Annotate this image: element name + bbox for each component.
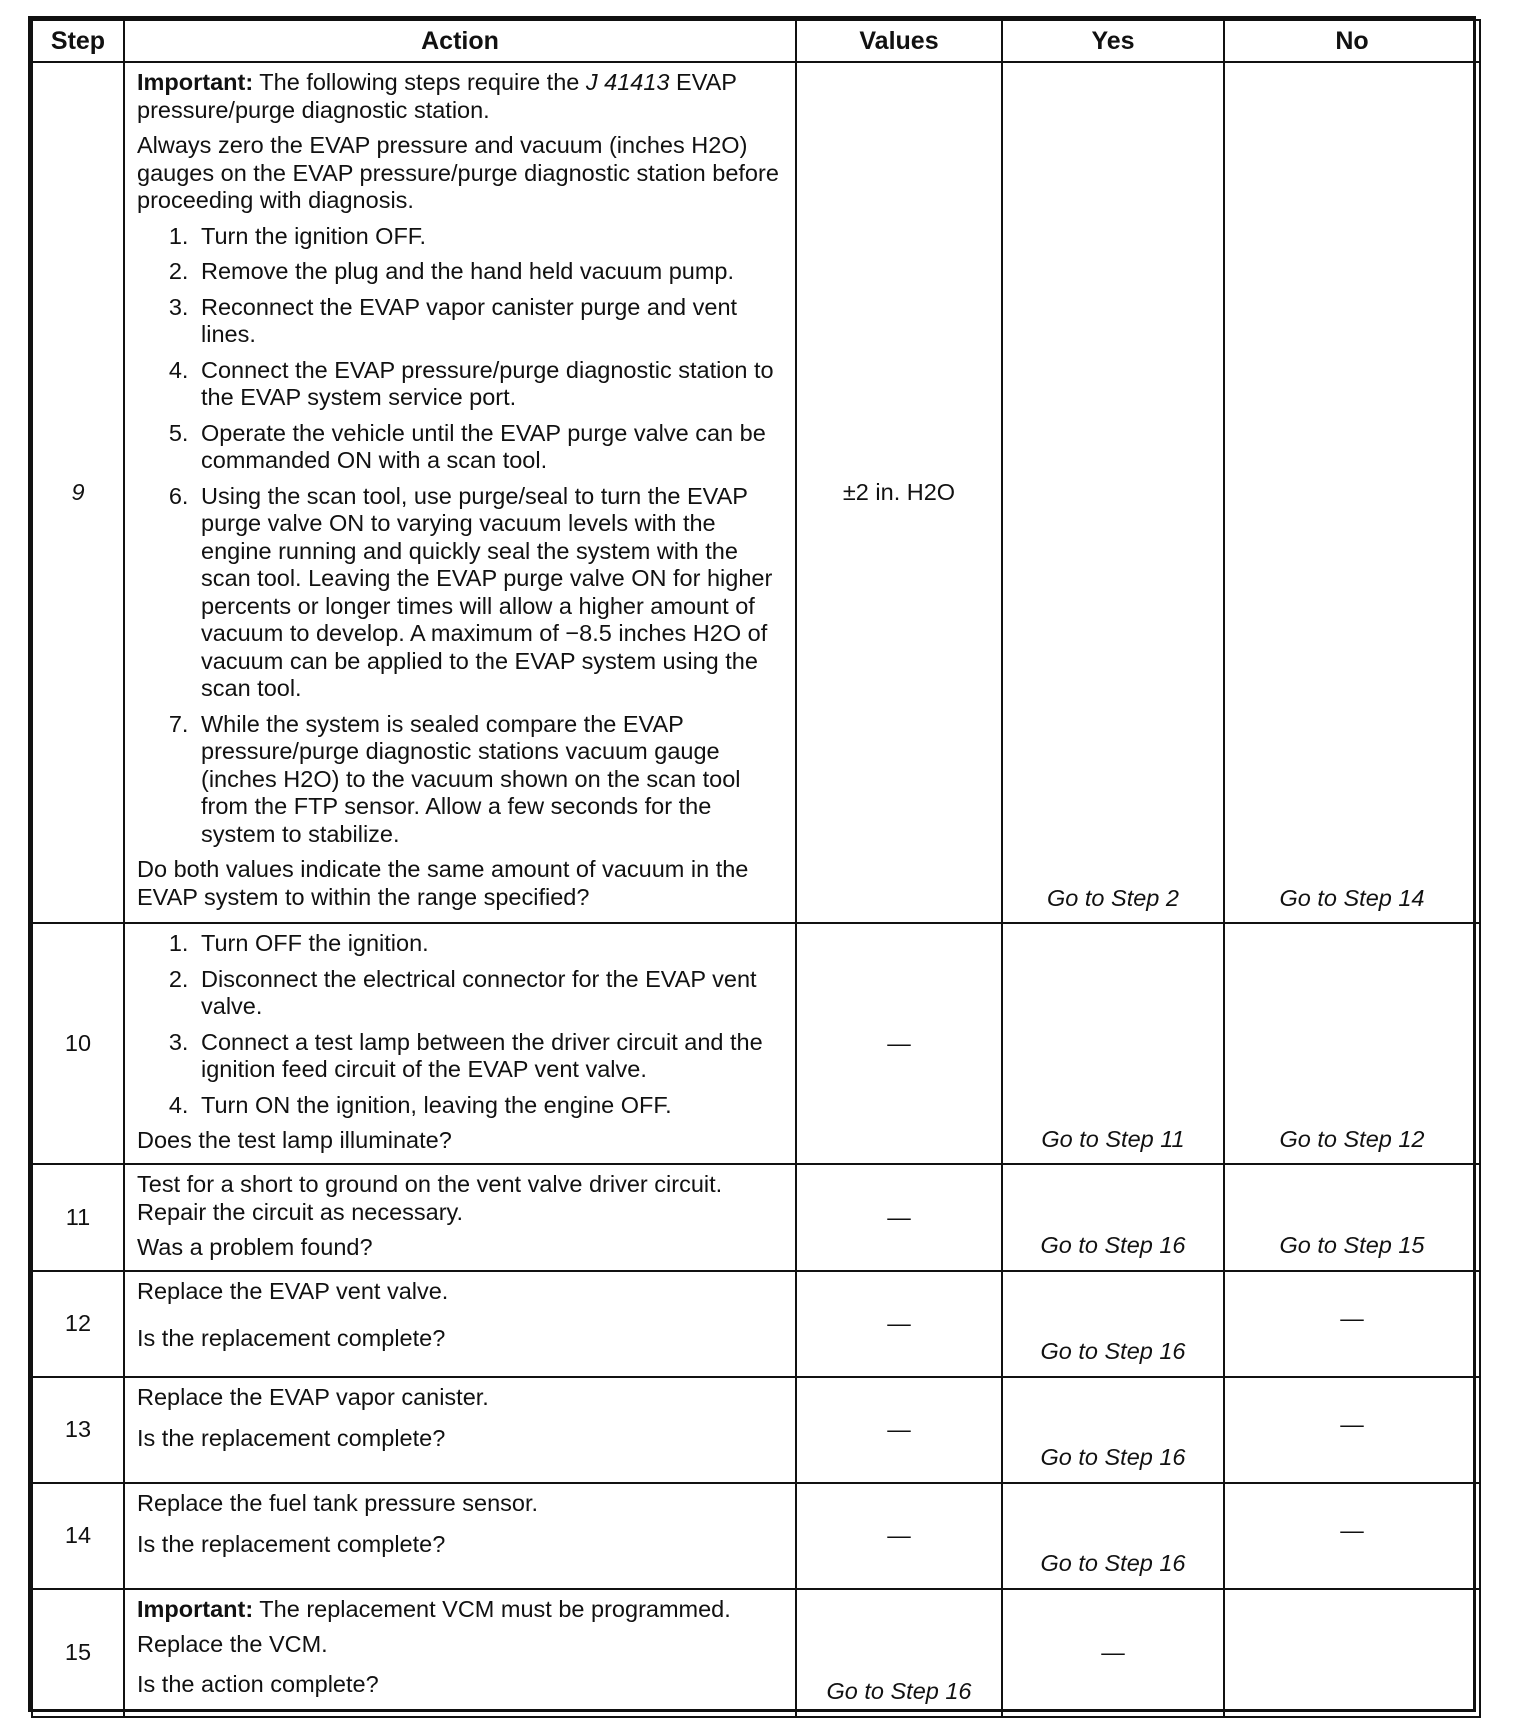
action-cell <box>124 1589 796 1717</box>
tool-number: J 41413 <box>585 69 670 95</box>
yes-cell: Go to Step 11 <box>1002 923 1224 1164</box>
header-row <box>32 20 1480 62</box>
no-cell: Go to Step 15 <box>1224 1164 1480 1271</box>
substep-list <box>137 223 785 849</box>
header-step: Step <box>32 20 124 62</box>
step-number: 14 <box>32 1483 124 1589</box>
substep-list <box>137 930 785 1119</box>
no-cell: — <box>1224 1483 1480 1589</box>
step-number: 10 <box>32 923 124 1164</box>
header-no: No <box>1224 20 1480 62</box>
list-item: 7. While the system is sealed compare the EVAP pressure/purge diagnostic stations vacuum gauge (inches H2O) to the vacuum shown on the scan tool from the FTP sensor. Allow a few seconds for the system to stabilize. <box>195 711 785 849</box>
action-text: Replace the EVAP vapor canister. <box>137 1383 489 1410</box>
header-yes: Yes <box>1002 20 1224 62</box>
important-text: The replacement VCM must be programmed. <box>253 1595 731 1622</box>
action-text: Replace the EVAP vent valve. <box>137 1277 449 1304</box>
no-cell: Go to Step 14 <box>1224 62 1480 923</box>
yes-cell: — <box>1002 1589 1224 1717</box>
question: Is the replacement complete? <box>137 1325 446 1351</box>
list-item: 1. Turn the ignition OFF. <box>195 223 785 251</box>
list-item: 2. Remove the plug and the hand held vacuum pump. <box>195 258 785 286</box>
action-cell <box>124 1164 796 1271</box>
table-row <box>32 1271 1480 1377</box>
table-row <box>32 1164 1480 1271</box>
list-item: 3. Reconnect the EVAP vapor canister purge and vent lines. <box>195 294 785 349</box>
table-row <box>32 1377 1480 1483</box>
important-label: Important: <box>137 1595 254 1622</box>
yes-cell: Go to Step 16 <box>1002 1377 1224 1483</box>
zero-gauges-note: Always zero the EVAP pressure and vacuum (inches H2O) gauges on the EVAP pressure/purge diagnostic station before proceeding with diagnosis. <box>137 132 779 213</box>
no-cell: — <box>1224 1377 1480 1483</box>
table-row <box>32 1483 1480 1589</box>
value-cell: — <box>796 1271 1002 1377</box>
step-number: 9 <box>32 62 124 923</box>
important-note <box>137 1596 785 1624</box>
question: Is the action complete? <box>137 1670 379 1697</box>
action-text: Replace the VCM. <box>137 1631 328 1657</box>
action-cell <box>124 62 796 923</box>
list-item: 1. Turn OFF the ignition. <box>195 930 785 958</box>
no-cell: — <box>1224 1271 1480 1377</box>
yes-cell: Go to Step 16 <box>1002 1164 1224 1271</box>
list-item: 4. Turn ON the ignition, leaving the engine OFF. <box>195 1092 785 1120</box>
yes-cell: Go to Step 16 <box>1002 1271 1224 1377</box>
question: Is the replacement complete? <box>137 1425 446 1451</box>
value-cell: — <box>796 1483 1002 1589</box>
table-row <box>32 923 1480 1164</box>
value-cell: Go to Step 16 <box>796 1589 1002 1717</box>
action-text: Test for a short to ground on the vent valve driver circuit. Repair the circuit as necessary. <box>137 1171 723 1225</box>
table-row <box>32 1589 1480 1717</box>
value-text: ±2 in. H2O <box>842 478 956 505</box>
list-item: 4. Connect the EVAP pressure/purge diagnostic station to the EVAP system service port. <box>195 357 785 412</box>
diagnostic-table-sheet <box>28 16 1476 1712</box>
value-cell <box>796 62 1002 923</box>
question: Does the test lamp illuminate? <box>137 1127 452 1153</box>
list-item: 3. Connect a test lamp between the driver circuit and the ignition feed circuit of the EVAP vent valve. <box>195 1029 785 1084</box>
diagnostic-table <box>31 19 1481 1718</box>
value-cell: — <box>796 1377 1002 1483</box>
action-cell <box>124 923 796 1164</box>
value-cell: — <box>796 923 1002 1164</box>
header-values: Values <box>796 20 1002 62</box>
question: Is the replacement complete? <box>137 1531 446 1557</box>
yes-cell: Go to Step 16 <box>1002 1483 1224 1589</box>
step-number: 13 <box>32 1377 124 1483</box>
action-cell <box>124 1483 796 1589</box>
no-cell: Go to Step 12 <box>1224 923 1480 1164</box>
question: Do both values indicate the same amount of vacuum in the EVAP system to within the range specified? <box>137 856 749 910</box>
step-number: 12 <box>32 1271 124 1377</box>
list-item: 2. Disconnect the electrical connector for the EVAP vent valve. <box>195 966 785 1021</box>
action-cell <box>124 1377 796 1483</box>
no-cell <box>1224 1589 1480 1717</box>
table-row <box>32 62 1480 923</box>
step-number: 15 <box>32 1589 124 1717</box>
question: Was a problem found? <box>137 1234 373 1260</box>
important-note <box>137 69 785 124</box>
action-cell <box>124 1271 796 1377</box>
important-text: The following steps require the <box>253 69 586 95</box>
important-label: Important: <box>137 69 254 95</box>
yes-cell: Go to Step 2 <box>1002 62 1224 923</box>
list-item: 6. Using the scan tool, use purge/seal to turn the EVAP purge valve ON to varying vacuum levels with the engine running and quickly seal the system with the scan tool. Leaving the EVAP purge valve ON for higher percents or longer times will allow a higher amount of vacuum to develop. A maximum of −8.5 inches H2O of vacuum can be applied to the EVAP system using the scan tool. <box>195 483 785 703</box>
important-text: EVAP pressure/purge diagnostic station. <box>137 69 737 123</box>
step-number: 11 <box>32 1164 124 1271</box>
header-action: Action <box>124 20 796 62</box>
action-text: Replace the fuel tank pressure sensor. <box>137 1489 539 1516</box>
value-cell: — <box>796 1164 1002 1271</box>
list-item: 5. Operate the vehicle until the EVAP purge valve can be commanded ON with a scan tool. <box>195 420 785 475</box>
